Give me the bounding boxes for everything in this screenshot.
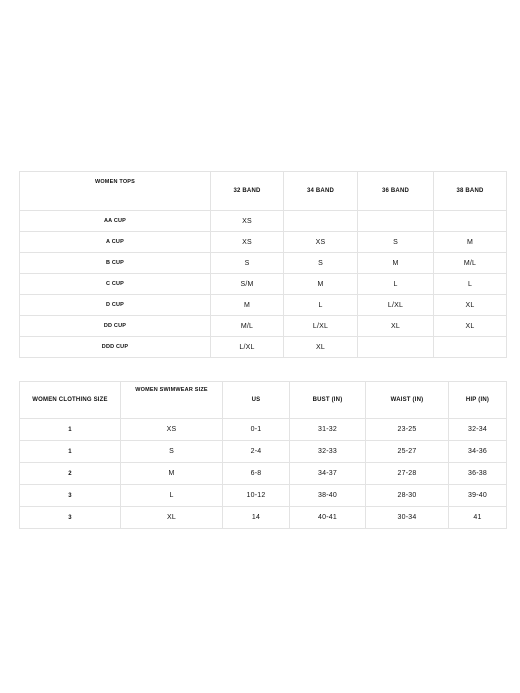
table-cell [284, 211, 358, 232]
table-cell [434, 337, 507, 358]
swimwear-size-cell: XL [121, 507, 223, 529]
column-header-hip: HIP (IN) [449, 382, 507, 419]
hip-cell: 41 [449, 507, 507, 529]
waist-cell: 23-25 [366, 419, 449, 441]
table-cell: XL [434, 295, 507, 316]
bust-cell: 40-41 [290, 507, 366, 529]
us-size-cell: 14 [223, 507, 290, 529]
table-cell: S [211, 253, 284, 274]
us-size-cell: 10-12 [223, 485, 290, 507]
table-cell: L [434, 274, 507, 295]
us-size-cell: 2-4 [223, 441, 290, 463]
bust-cell: 38-40 [290, 485, 366, 507]
cup-label: AA CUP [20, 211, 211, 232]
table-cell: M [434, 232, 507, 253]
clothing-size-cell: 1 [20, 441, 121, 463]
column-header-32-band: 32 BAND [211, 172, 284, 211]
table-cell [358, 337, 434, 358]
table-row [20, 295, 507, 316]
table-cell: S [358, 232, 434, 253]
table-cell: XL [358, 316, 434, 337]
bust-cell: 32-33 [290, 441, 366, 463]
table-cell: L [284, 295, 358, 316]
table-cell [434, 211, 507, 232]
hip-cell: 36-38 [449, 463, 507, 485]
table-cell: L [358, 274, 434, 295]
clothing-size-cell: 3 [20, 485, 121, 507]
table-header-row [20, 382, 507, 419]
cup-label: B CUP [20, 253, 211, 274]
table-cell: M [211, 295, 284, 316]
table-cell [358, 211, 434, 232]
table-row [20, 419, 507, 441]
table-cell: M [284, 274, 358, 295]
table-cell: XL [434, 316, 507, 337]
cup-label: DD CUP [20, 316, 211, 337]
cup-label: C CUP [20, 274, 211, 295]
column-header-34-band: 34 BAND [284, 172, 358, 211]
women-tops-size-table [19, 171, 507, 358]
table-cell: S [284, 253, 358, 274]
table-row [20, 316, 507, 337]
column-header-bust: BUST (IN) [290, 382, 366, 419]
column-header-36-band: 36 BAND [358, 172, 434, 211]
swimwear-size-cell: L [121, 485, 223, 507]
column-header-38-band: 38 BAND [434, 172, 507, 211]
clothing-size-cell: 1 [20, 419, 121, 441]
column-header-us: US [223, 382, 290, 419]
table-cell: M/L [211, 316, 284, 337]
hip-cell: 39-40 [449, 485, 507, 507]
bust-cell: 31-32 [290, 419, 366, 441]
hip-cell: 34-36 [449, 441, 507, 463]
waist-cell: 25-27 [366, 441, 449, 463]
table-header-row [20, 172, 507, 211]
table-cell: S/M [211, 274, 284, 295]
waist-cell: 28-30 [366, 485, 449, 507]
hip-cell: 32-34 [449, 419, 507, 441]
waist-cell: 30-34 [366, 507, 449, 529]
cup-label: D CUP [20, 295, 211, 316]
table-cell: L/XL [284, 316, 358, 337]
table-row [20, 211, 507, 232]
us-size-cell: 6-8 [223, 463, 290, 485]
column-header-women-tops: WOMEN TOPS [20, 172, 211, 211]
clothing-size-cell: 2 [20, 463, 121, 485]
waist-cell: 27-28 [366, 463, 449, 485]
clothing-size-cell: 3 [20, 507, 121, 529]
table-cell: M/L [434, 253, 507, 274]
column-header-waist: WAIST (IN) [366, 382, 449, 419]
table-cell: L/XL [358, 295, 434, 316]
table-row [20, 232, 507, 253]
column-header-clothing-size: WOMEN CLOTHING SIZE [20, 382, 121, 419]
table-cell: XS [211, 211, 284, 232]
us-size-cell: 0-1 [223, 419, 290, 441]
swimwear-size-cell: S [121, 441, 223, 463]
table-cell: XS [211, 232, 284, 253]
bust-cell: 34-37 [290, 463, 366, 485]
women-clothing-size-table [19, 381, 507, 529]
table-row [20, 337, 507, 358]
cup-label: A CUP [20, 232, 211, 253]
table-cell: XL [284, 337, 358, 358]
table-row [20, 507, 507, 529]
table-cell: M [358, 253, 434, 274]
column-header-swimwear-size: WOMEN SWIMWEAR SIZE [121, 382, 223, 419]
swimwear-size-cell: M [121, 463, 223, 485]
table-row [20, 485, 507, 507]
cup-label: DDD CUP [20, 337, 211, 358]
table-row [20, 441, 507, 463]
table-row [20, 463, 507, 485]
table-row [20, 253, 507, 274]
table-cell: XS [284, 232, 358, 253]
table-row [20, 274, 507, 295]
table-cell: L/XL [211, 337, 284, 358]
swimwear-size-cell: XS [121, 419, 223, 441]
